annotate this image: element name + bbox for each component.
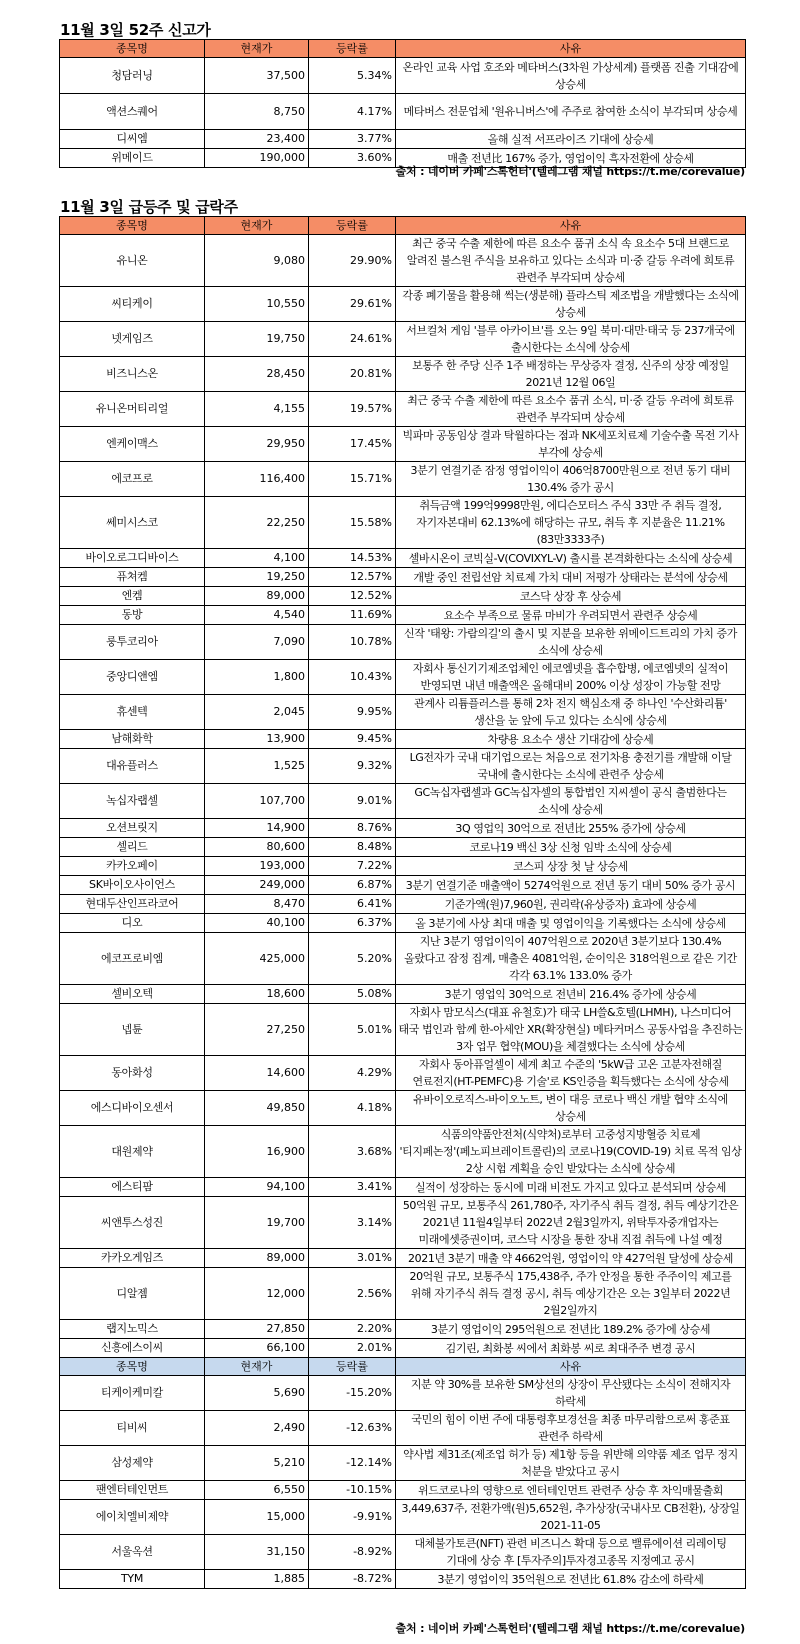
stock-reason: 기준가액(원)7,960원, 권리락(유상증자) 효과에 상승세 [396, 895, 746, 914]
section2-source: 출처 : 네이버 카페'스톡헌터'(텔레그램 채널 https://t.me/corevalue) [395, 1622, 745, 1635]
table-row [60, 1339, 746, 1358]
stock-name: 디씨엠 [60, 130, 205, 149]
stock-price: 12,000 [205, 1268, 309, 1320]
stock-reason: 위드코로나의 영향으로 엔터테인먼트 관련주 상승 후 차익매물출회 [396, 1481, 746, 1500]
stock-price: 66,100 [205, 1339, 309, 1358]
stock-price: 29,950 [205, 427, 309, 462]
table-row [60, 784, 746, 819]
stock-change: 9.45% [309, 730, 396, 749]
header-reason: 사유 [396, 40, 746, 58]
stock-change: 19.57% [309, 392, 396, 427]
stock-price: 22,250 [205, 497, 309, 549]
stock-reason: 보통주 한 주당 신주 1주 배정하는 무상증자 결정, 신주의 상장 예정일 2021년 12월 06일 [396, 357, 746, 392]
table-row [60, 1535, 746, 1570]
stock-change: 2.20% [309, 1320, 396, 1339]
table-row [60, 427, 746, 462]
table-row [60, 1197, 746, 1249]
stock-name: 랩지노믹스 [60, 1320, 205, 1339]
header-reason: 사유 [396, 217, 746, 235]
table-row [60, 392, 746, 427]
stock-change: 17.45% [309, 427, 396, 462]
table-row [60, 1481, 746, 1500]
stock-reason: 코스피 상장 첫 날 상승세 [396, 857, 746, 876]
table-row [60, 1056, 746, 1091]
stock-price: 40,100 [205, 914, 309, 933]
table-header-row [60, 40, 746, 58]
stock-price: 8,470 [205, 895, 309, 914]
table-row [60, 838, 746, 857]
stock-name: 셀비오텍 [60, 985, 205, 1004]
stock-name: 대유플러스 [60, 749, 205, 784]
table-row [60, 287, 746, 322]
stock-reason: 신작 '태왕: 가람의길'의 출시 및 지분을 보유한 위메이드트리의 가치 증가 소식에 상승세 [396, 625, 746, 660]
table-row [60, 895, 746, 914]
table-row [60, 1500, 746, 1535]
stock-reason: 자회사 동아퓨얼셀이 세계 최고 수준의 '5kW급 고온 고분자전해질 연료전지(HT-PEMFC)용 기술'로 KS인증을 획득했다는 소식에 상승세 [396, 1056, 746, 1091]
stock-change: 5.01% [309, 1004, 396, 1056]
subheader-change: 등락률 [309, 1358, 396, 1376]
table-row [60, 1268, 746, 1320]
table-row [60, 1004, 746, 1056]
stock-price: 80,600 [205, 838, 309, 857]
table-row [60, 857, 746, 876]
stock-reason: 코스닥 상장 후 상승세 [396, 587, 746, 606]
stock-name: 동아화성 [60, 1056, 205, 1091]
stock-price: 10,550 [205, 287, 309, 322]
stock-reason: 약사법 제31조(제조업 허가 등) 제1항 등을 위반해 의약품 제조 업무 정지 처분을 받았다고 공시 [396, 1446, 746, 1481]
stock-price: 2,490 [205, 1411, 309, 1446]
header-price: 현재가 [205, 40, 309, 58]
stock-reason: 취득금액 199억9998만원, 에디슨모터스 주식 33만 주 취득 결정, 자기자본대비 62.13%에 해당하는 규모, 취득 후 지분율은 11.21%(83만3333주) [396, 497, 746, 549]
stock-name: 티케이케미칼 [60, 1376, 205, 1411]
stock-name: 룽투코리아 [60, 625, 205, 660]
stock-price: 6,550 [205, 1481, 309, 1500]
stock-price: 193,000 [205, 857, 309, 876]
table-row [60, 1320, 746, 1339]
stock-name: 디오 [60, 914, 205, 933]
table-row [60, 1446, 746, 1481]
stock-name: 동방 [60, 606, 205, 625]
table-row [60, 94, 746, 130]
stock-name: 바이오로그디바이스 [60, 549, 205, 568]
table-row [60, 497, 746, 549]
stock-change: 3.01% [309, 1249, 396, 1268]
stock-change: 11.69% [309, 606, 396, 625]
stock-change: 4.17% [309, 94, 396, 130]
stock-price: 13,900 [205, 730, 309, 749]
stock-reason: 3분기 연결기준 매출액이 5274억원으로 전년 동기 대비 50% 증가 공시 [396, 876, 746, 895]
table-row [60, 730, 746, 749]
stock-change: 12.57% [309, 568, 396, 587]
stock-price: 7,090 [205, 625, 309, 660]
stock-price: 27,850 [205, 1320, 309, 1339]
stock-name: 씨앤투스성진 [60, 1197, 205, 1249]
stock-reason: 셀바시온이 코빅실-V(COVIXYL-V) 출시를 본격화한다는 소식에 상승세 [396, 549, 746, 568]
stock-reason: 자회사 맘모식스(대표 유철호)가 태국 LH쓸&호텔(LHMH), 나스미디어 태국 법인과 함께 한-아세안 XR(확장현실) 메타커머스 공동사업을 추진하는 3자 업무 협약(MOU)을 체결했다는 소식에 상승세 [396, 1004, 746, 1056]
table-row [60, 1249, 746, 1268]
table-row [60, 819, 746, 838]
table-row [60, 625, 746, 660]
stock-price: 15,000 [205, 1500, 309, 1535]
stock-price: 27,250 [205, 1004, 309, 1056]
stock-price: 4,155 [205, 392, 309, 427]
stock-name: TYM [60, 1570, 205, 1589]
stock-change: 3.77% [309, 130, 396, 149]
table-row [60, 1570, 746, 1589]
stock-price: 4,540 [205, 606, 309, 625]
table-row [60, 357, 746, 392]
stock-price: 1,525 [205, 749, 309, 784]
stock-name: 디알젬 [60, 1268, 205, 1320]
stock-price: 14,900 [205, 819, 309, 838]
stock-price: 4,100 [205, 549, 309, 568]
stock-price: 19,250 [205, 568, 309, 587]
stock-price: 28,450 [205, 357, 309, 392]
stock-change: -9.91% [309, 1500, 396, 1535]
stock-change: -12.14% [309, 1446, 396, 1481]
stock-name: 에스티팜 [60, 1178, 205, 1197]
table-row [60, 235, 746, 287]
stock-reason: 국민의 힘이 이번 주에 대통령후보경선을 최종 마무리함으로써 홍준표 관련주 하락세 [396, 1411, 746, 1446]
stock-price: 425,000 [205, 933, 309, 985]
stock-name: 티비씨 [60, 1411, 205, 1446]
table-row [60, 914, 746, 933]
stock-change: 24.61% [309, 322, 396, 357]
stock-name: 셀리드 [60, 838, 205, 857]
stock-price: 8,750 [205, 94, 309, 130]
table-row [60, 1091, 746, 1126]
stock-reason: 관계사 리튬플러스를 통해 2차 전지 핵심소재 중 하나인 '수산화리튬' 생산을 눈 앞에 두고 있다는 소식에 상승세 [396, 695, 746, 730]
stock-reason: 3분기 연결기준 잠정 영업이익이 406억8700만원으로 전년 동기 대비 130.4% 증가 공시 [396, 462, 746, 497]
stock-name: 씨티케이 [60, 287, 205, 322]
table-row [60, 1376, 746, 1411]
stock-change: 29.61% [309, 287, 396, 322]
stock-name: 중앙디앤엠 [60, 660, 205, 695]
stock-reason: 최근 중국 수출 제한에 따른 요소수 품귀 소식 속 요소수 5대 브랜드로 알려진 불스원 주식을 보유하고 있다는 소식과 미·중 갈등 우려에 희토류 관련주 부각되며 상승세 [396, 235, 746, 287]
stock-change: 2.56% [309, 1268, 396, 1320]
stock-change: 9.95% [309, 695, 396, 730]
stock-change: -8.92% [309, 1535, 396, 1570]
subheader-price: 현재가 [205, 1358, 309, 1376]
stock-reason: 개발 중인 전립선암 치료제 가치 대비 저평가 상태라는 분석에 상승세 [396, 568, 746, 587]
stock-price: 1,800 [205, 660, 309, 695]
stock-name: 에코프로 [60, 462, 205, 497]
stock-reason: 20억원 규모, 보통주식 175,438주, 주가 안정을 통한 주주이익 제고를 위해 자기주식 취득 결정 공시, 취득 예상기간은 오는 3일부터 2022년 2월2일까지 [396, 1268, 746, 1320]
stock-change: 29.90% [309, 235, 396, 287]
stock-name: 에코프로비엠 [60, 933, 205, 985]
stock-name: 삼성제약 [60, 1446, 205, 1481]
stock-price: 23,400 [205, 130, 309, 149]
table-row [60, 695, 746, 730]
stock-change: 9.01% [309, 784, 396, 819]
table-row [60, 130, 746, 149]
stock-price: 1,885 [205, 1570, 309, 1589]
stock-reason: 서브컬처 게임 '블루 아카이브'를 오는 9일 북미·대만·태국 등 237개국에 출시한다는 소식에 상승세 [396, 322, 746, 357]
stock-name: 비즈니스온 [60, 357, 205, 392]
section2-title: 11월 3일 급등주 및 급락주 [60, 198, 238, 216]
stock-change: 10.43% [309, 660, 396, 695]
stock-reason: 50억원 규모, 보통주식 261,780주, 자기주식 취득 결정, 취득 예상기간은 2021년 11월4일부터 2022년 2월3일까지, 위탁투자중개업자는 미래에셋증권이며, 코스닥 시장을 통한 장내 직접 취득에 나설 예정 [396, 1197, 746, 1249]
stock-reason: 실적이 성장하는 동시에 미래 비전도 가지고 있다고 분석되며 상승세 [396, 1178, 746, 1197]
stock-change: -15.20% [309, 1376, 396, 1411]
stock-change: 3.60% [309, 149, 396, 168]
stock-price: 94,100 [205, 1178, 309, 1197]
stock-price: 14,600 [205, 1056, 309, 1091]
subheader-reason: 사유 [396, 1358, 746, 1376]
table-row [60, 462, 746, 497]
stock-reason: 3Q 영업익 30억으로 전년比 255% 증가에 상승세 [396, 819, 746, 838]
stock-name: 신흥에스이씨 [60, 1339, 205, 1358]
stock-name: 청담러닝 [60, 58, 205, 94]
stock-name: 유니온머티리얼 [60, 392, 205, 427]
stock-reason: 올 3분기에 사상 최대 매출 및 영업이익을 기록했다는 소식에 상승세 [396, 914, 746, 933]
stock-reason: 코로나19 백신 3상 신청 임박 소식에 상승세 [396, 838, 746, 857]
stock-name: 쎄미시스코 [60, 497, 205, 549]
table-row [60, 660, 746, 695]
stock-change: 20.81% [309, 357, 396, 392]
stock-price: 18,600 [205, 985, 309, 1004]
table-header-row [60, 217, 746, 235]
new-high-table [59, 39, 746, 168]
stock-reason: 온라인 교육 사업 호조와 메타버스(3차원 가상세계) 플랫폼 진출 기대감에 상승세 [396, 58, 746, 94]
stock-change: 8.48% [309, 838, 396, 857]
stock-price: 5,210 [205, 1446, 309, 1481]
stock-price: 2,045 [205, 695, 309, 730]
section1-title: 11월 3일 52주 신고가 [60, 21, 211, 39]
header-change: 등락률 [309, 217, 396, 235]
stock-name: 에스디바이오센서 [60, 1091, 205, 1126]
stock-reason: 3,449,637주, 전환가액(원)5,652원, 추가상장(국내사모 CB전환), 상장일 2021-11-05 [396, 1500, 746, 1535]
table-row [60, 587, 746, 606]
stock-name: SK바이오사이언스 [60, 876, 205, 895]
stock-price: 89,000 [205, 587, 309, 606]
stock-name: 액션스퀘어 [60, 94, 205, 130]
table-row [60, 1126, 746, 1178]
stock-name: 에이치엘비제약 [60, 1500, 205, 1535]
section1-source: 출처 : 네이버 카페'스톡헌터'(텔레그램 채널 https://t.me/corevalue) [395, 165, 745, 178]
stock-change: 15.71% [309, 462, 396, 497]
table-subheader-row [60, 1358, 746, 1376]
stock-change: -8.72% [309, 1570, 396, 1589]
stock-reason: 3분기 영업이익 35억원으로 전년比 61.8% 감소에 하락세 [396, 1570, 746, 1589]
stock-reason: 대체불가토큰(NFT) 관련 비즈니스 확대 등으로 밸류에이션 리레이팅 기대에 상승 후 [투자주의]투자경고종목 지정예고 공시 [396, 1535, 746, 1570]
stock-change: 6.87% [309, 876, 396, 895]
stock-reason: 빅파마 공동임상 결과 탁월하다는 점과 NK세포치료제 기술수출 목전 기사 부각에 상승세 [396, 427, 746, 462]
stock-reason: 김기린, 최화봉 씨에서 최화봉 씨로 최대주주 변경 공시 [396, 1339, 746, 1358]
stock-name: 휴센텍 [60, 695, 205, 730]
stock-name: 팬엔터테인먼트 [60, 1481, 205, 1500]
stock-change: 5.08% [309, 985, 396, 1004]
stock-reason: 올해 실적 서프라이즈 기대에 상승세 [396, 130, 746, 149]
stock-reason: 식품의약품안전처(식약처)로부터 고중성지방혈증 치료제 '티지페논정'(페노피브레이트콜린)의 코로나19(COVID-19) 치료 목적 임상 2상 시험 계획을 승인 받았다는 소식에 상승세 [396, 1126, 746, 1178]
stock-change: 6.41% [309, 895, 396, 914]
stock-change: 12.52% [309, 587, 396, 606]
stock-name: 엔켐 [60, 587, 205, 606]
stock-price: 49,850 [205, 1091, 309, 1126]
stock-change: 3.41% [309, 1178, 396, 1197]
stock-name: 카카오페이 [60, 857, 205, 876]
subheader-name: 종목명 [60, 1358, 205, 1376]
header-name: 종목명 [60, 217, 205, 235]
stock-name: 오션브릿지 [60, 819, 205, 838]
stock-price: 19,700 [205, 1197, 309, 1249]
stock-change: -10.15% [309, 1481, 396, 1500]
stock-price: 116,400 [205, 462, 309, 497]
stock-change: -12.63% [309, 1411, 396, 1446]
stock-change: 3.14% [309, 1197, 396, 1249]
stock-reason: 요소수 부족으로 물류 마비가 우려되면서 관련주 상승세 [396, 606, 746, 625]
stock-change: 10.78% [309, 625, 396, 660]
stock-price: 5,690 [205, 1376, 309, 1411]
stock-change: 8.76% [309, 819, 396, 838]
stock-name: 남해화학 [60, 730, 205, 749]
stock-reason: 3분기 영업익 30억으로 전년비 216.4% 증가에 상승세 [396, 985, 746, 1004]
stock-change: 14.53% [309, 549, 396, 568]
stock-change: 5.20% [309, 933, 396, 985]
stock-price: 190,000 [205, 149, 309, 168]
stock-name: 넵튠 [60, 1004, 205, 1056]
stock-reason: 2021년 3분기 매출 약 4662억원, 영업이익 약 427억원 달성에 상승세 [396, 1249, 746, 1268]
table-row [60, 985, 746, 1004]
stock-price: 249,000 [205, 876, 309, 895]
table-row [60, 933, 746, 985]
header-change: 등락률 [309, 40, 396, 58]
stock-reason: 유바이오로직스-바이오노트, 변이 대응 코로나 백신 개발 협약 소식에 상승세 [396, 1091, 746, 1126]
table-row [60, 58, 746, 94]
stock-name: 카카오게임즈 [60, 1249, 205, 1268]
stock-reason: GC녹십자랩셀과 GC녹십자셀의 통합법인 지씨셀이 공식 출범한다는 소식에 상승세 [396, 784, 746, 819]
stock-reason: 지분 약 30%를 보유한 SM상선의 상장이 무산됐다는 소식이 전해지자 하락세 [396, 1376, 746, 1411]
stock-change: 6.37% [309, 914, 396, 933]
stock-change: 3.68% [309, 1126, 396, 1178]
stock-change: 4.18% [309, 1091, 396, 1126]
stock-price: 19,750 [205, 322, 309, 357]
stock-price: 107,700 [205, 784, 309, 819]
stock-change: 5.34% [309, 58, 396, 94]
stock-change: 15.58% [309, 497, 396, 549]
surge-plunge-table [59, 216, 746, 1589]
stock-price: 89,000 [205, 1249, 309, 1268]
stock-name: 위메이드 [60, 149, 205, 168]
stock-name: 엔케이맥스 [60, 427, 205, 462]
stock-name: 대원제약 [60, 1126, 205, 1178]
table-row [60, 568, 746, 587]
table-row [60, 606, 746, 625]
table-row [60, 1411, 746, 1446]
stock-reason: 최근 중국 수출 제한에 따른 요소수 품귀 소식, 미·중 갈등 우려에 희토류 관련주 부각되며 상승세 [396, 392, 746, 427]
stock-reason: 3분기 영업이익 295억원으로 전년比 189.2% 증가에 상승세 [396, 1320, 746, 1339]
stock-reason: 지난 3분기 영업이익이 407억원으로 2020년 3분기보다 130.4% 올랐다고 잠정 집계, 매출은 4081억원, 순이익은 318억원으로 같은 기간 각각 63.1% 133.0% 증가 [396, 933, 746, 985]
stock-reason: 메타버스 전문업체 '원유니버스'에 주주로 참여한 소식이 부각되며 상승세 [396, 94, 746, 130]
stock-reason: 차량용 요소수 생산 기대감에 상승세 [396, 730, 746, 749]
stock-name: 넷게임즈 [60, 322, 205, 357]
stock-name: 현대두산인프라코어 [60, 895, 205, 914]
stock-reason: 매출 전년比 167% 증가, 영업이익 흑자전환에 상승세 [396, 149, 746, 168]
table-row [60, 876, 746, 895]
stock-change: 4.29% [309, 1056, 396, 1091]
stock-reason: 자회사 통신기기제조업체인 에코엠넷을 흡수합병, 에코엠넷의 실적이 반영되면 내년 매출액은 올해대비 200% 이상 성장이 가능할 전망 [396, 660, 746, 695]
stock-price: 31,150 [205, 1535, 309, 1570]
stock-name: 녹십자랩셀 [60, 784, 205, 819]
stock-name: 서울옥션 [60, 1535, 205, 1570]
stock-change: 2.01% [309, 1339, 396, 1358]
table-row [60, 322, 746, 357]
stock-name: 퓨쳐켐 [60, 568, 205, 587]
table-row [60, 1178, 746, 1197]
table-row [60, 549, 746, 568]
stock-change: 9.32% [309, 749, 396, 784]
stock-price: 37,500 [205, 58, 309, 94]
header-price: 현재가 [205, 217, 309, 235]
stock-reason: LG전자가 국내 대기업으로는 처음으로 전기차용 충전기를 개발해 이달 국내에 출시한다는 소식에 관련주 상승세 [396, 749, 746, 784]
stock-reason: 각종 폐기물을 활용해 썩는(생분해) 플라스틱 제조법을 개발했다는 소식에 상승세 [396, 287, 746, 322]
table-row [60, 749, 746, 784]
stock-name: 유니온 [60, 235, 205, 287]
stock-change: 7.22% [309, 857, 396, 876]
stock-price: 9,080 [205, 235, 309, 287]
header-name: 종목명 [60, 40, 205, 58]
stock-price: 16,900 [205, 1126, 309, 1178]
